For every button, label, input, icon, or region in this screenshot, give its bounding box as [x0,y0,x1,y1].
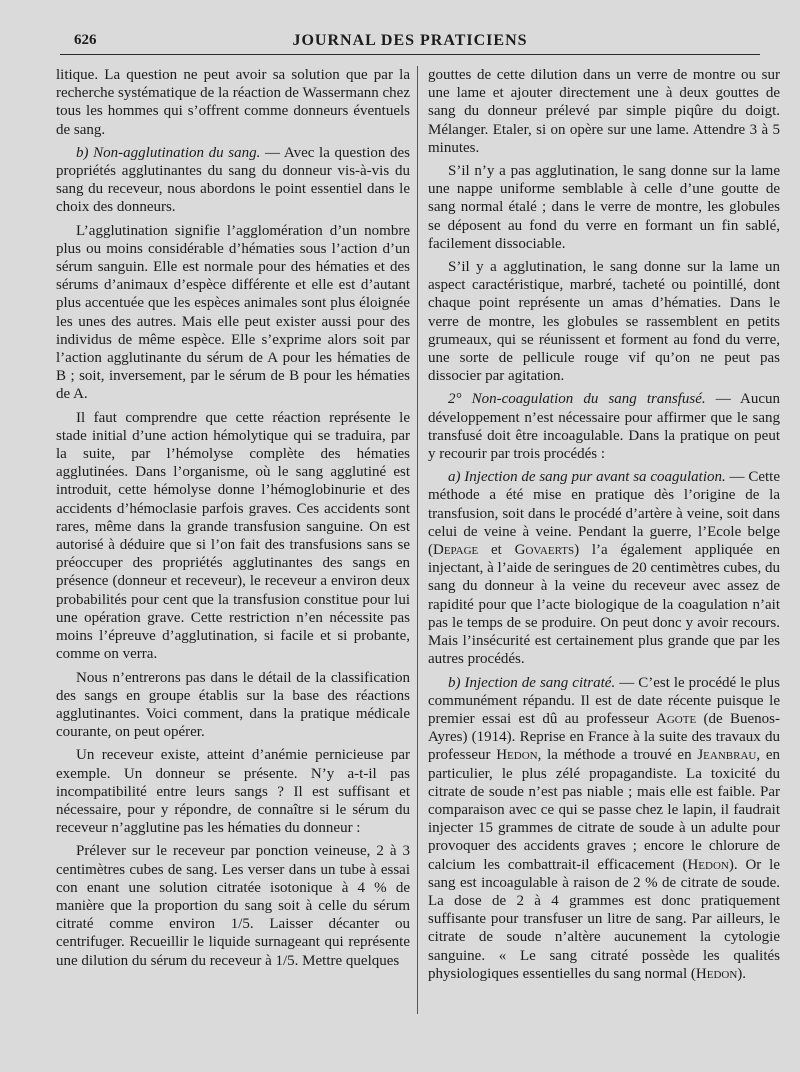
section-heading: b) Injection de sang citraté. [448,674,616,691]
author-name: Hedon [695,965,738,982]
paragraph: 2° Non-coagulation du sang transfusé. — Aucun développement n’est nécessaire pour affirmer que le sang transfusé doit être incoagulable. Dans la pratique on peut y recourir par trois procédés : [428,391,780,463]
author-name: Agote [656,710,697,727]
author-name: Hedon [687,856,729,873]
paragraph: a) Injection de sang pur avant sa coagulation. — Cette méthode a été mise en pratique dès l’origine de la transfusion, soit dans le procédé d’artère à veine, soit dans celui de veine à veine. Pendant la guerre, l’Ecole belge (Depage et Govaerts) l’a également appliquée en injectant, à l’aide de seringues de 20 centimètres cubes, du sang du donneur à la veine du receveur avec assez de rapidité pour que l’acte biologique de la coagulation n’ait pas le temps de se produire. On peut donc y avoir recours. Mais l’insécurité est certainement plus grande que par les autres procédés. [428,469,781,668]
author-name: Depage [433,542,479,559]
paragraph: gouttes de cette dilution dans un verre de montre ou sur une lame et ajouter directement une à deux gouttes de sang du donneur prélevé par simple piqûre du doigt. Mélanger. Etaler, si on opère sur une lame. Attendre 3 à 5 minutes. [428,67,780,156]
paragraph: Un receveur existe, atteint d’anémie pernicieuse par exemple. Un donneur se présente. N’y a-t-il pas incompatibilité entre leurs sangs ? Il est suffisant et nécessaire, pour y répondre, de connaître si le sérum du receveur n’agglutine pas les hématies du donneur : [56,747,410,837]
paragraph: L’agglutination signifie l’agglomération d’un nombre plus ou moins considérable d’hématies sous l’action d’un sérum sanguin. Elle est normale pour des hématies et des sérums d’animaux d’espèce différente et elle est d’autant plus accentuée que les espèces animales sont plus éloignée les unes des autres. Mais elle peut exister aussi pour des individus de même espèce. Elle s’exprime alors soit par l’action agglutinante du sérum de A pour les hématies de B ; soit, inversement, par le sérum de B pour les hématies de A. [56,222,410,403]
paragraph: Il faut comprendre que cette réaction représente le stade initial d’une action hémolytique qui se traduira, par la suite, par l’hémolyse complète des hématies agglutinées. Dans l’organisme, où le sang agglutiné est introduit, cette hémolyse donne l’hémoglobinurie et des accidents d’hémoclasie parfois graves. Ces accidents sont rares, même dans la grande transfusion sanguine. On est autorisé à déduire que si l’on fait des transfusions sans se préoccuper des propriétés agglutinantes des sangs en présence (donneur et receveur), le receveur a environ deux probabilités pour cent que la transfusion constitue pour lui une opération grave. Cette restriction n’en nécessite pas moins l’épreuve d’agglutination, si facile et si probante, comme on verra. [56,409,410,663]
author-name: Govaerts [514,542,575,559]
paragraph: Prélever sur le receveur par ponction veineuse, 2 à 3 centimètres cubes de sang. Les verser dans un tube à essai con enant une solution citratée isotonique à 4 % de manière que la proportion du sang soit à celle du sérum citraté comme environ 1/5. Laisser décanter ou centrifuger. Recueillir le liquide surnageant qui représente une dilution du sérum du receveur à 1/5. Mettre quelques [56,843,410,969]
section-heading: 2° Non-coagulation du sang transfusé. [448,391,706,408]
paragraph: S’il n’y a pas agglutination, le sang donne sur la lame une nappe uniforme semblable à celle d’une goutte de sang normal étalé ; dans le verre de montre, les globules se déposent au fond du verre en formant un fin sablé, facilement dissociable. [428,163,780,252]
section-heading: b) Non-agglutination du sang. [76,144,261,161]
journal-title: JOURNAL DES PRATICIENS [292,32,528,49]
page-number: 626 [74,32,97,48]
author-name: Hedon [496,747,538,764]
author-name: Jeanbrau [697,747,757,764]
left-column [56,66,410,975]
section-heading: a) Injection de sang pur avant sa coagulation. [448,469,726,486]
column-divider [417,66,418,1014]
paragraph: litique. La question ne peut avoir sa solution que par la recherche systématique de la réaction de Wassermann chez tous les hommes qui s’offrent comme donneurs éventuels de sang. [56,67,410,138]
paragraph: S’il y a agglutination, le sang donne sur la lame un aspect caractéristique, marbré, tacheté ou pointillé, dont chaque point représente un amas d’hématies. Dans le verre de montre, les globules se rassemblent en petits grumeaux, qui se réunissent et forment au fond du verre, une sorte de pellicule rouge vif qu’on ne peut pas dissocier par agitation. [428,259,780,385]
running-header [60,30,760,55]
paragraph: b) Injection de sang citraté. — C’est le procédé le plus communément répandu. Il est de date récente puisque le premier essai est dû au professeur Agote (de Buenos-Ayres) (1914). Reprise en France à la suite des travaux du professeur Hedon, la méthode a trouvé en Jeanbrau, en particulier, le plus zélé propagandiste. La toxicité du citrate de soude n’est pas niable ; mais elle est faible. Par comparaison avec ce qui se passe chez le lapin, il faudrait injecter 15 grammes de citrate de soude à un adulte pour provoquer des accidents graves ; encore le chlorure de calcium les combattrait-il efficacement (Hedon). Or le sang est incoagulable à raison de 2 % de citrate de soude. La dose de 2 à 4 grammes est donc pratiquement suffisante pour transfuser un litre de sang. Par ailleurs, le citrate de soude n’altère aucunement la cytologie sanguine. « Le sang citraté possède les qualités physiologiques essentielles du sang normal (Hedon). [428,674,780,982]
right-column [428,66,780,988]
paragraph: Nous n’entrerons pas dans le détail de la classification des sangs en groupe établis sur la base des réactions agglutinantes. Voici comment, dans la pratique médicale courante, on peut opérer. [56,669,410,741]
paragraph: b) Non-agglutination du sang. — Avec la question des propriétés agglutinantes du sang du donneur vis-à-vis du sang du receveur, nous abordons le point essentiel dans le choix des donneurs. [56,144,411,216]
